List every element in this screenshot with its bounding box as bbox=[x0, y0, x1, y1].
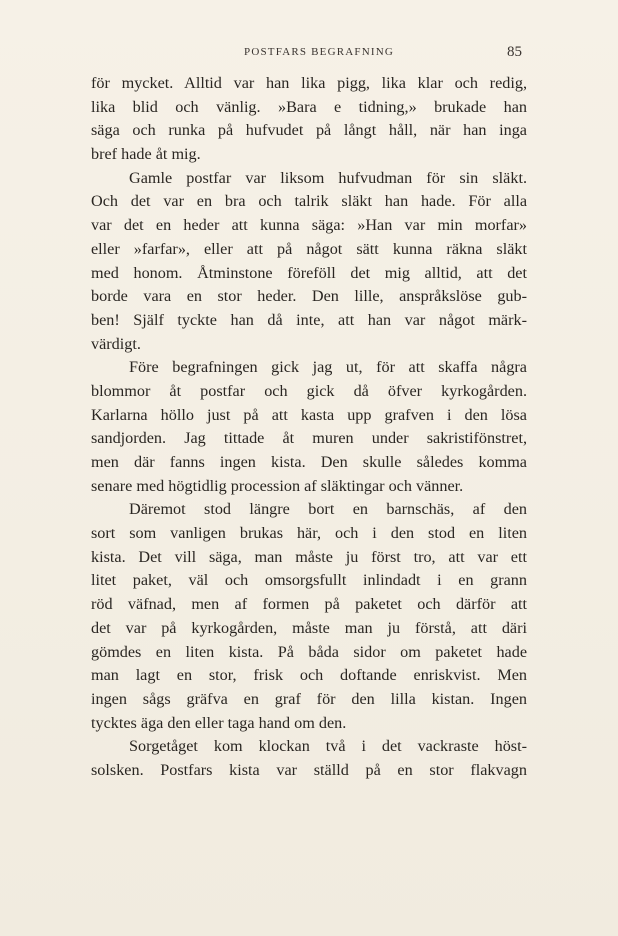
text-line: för mycket. Alltid var han lika pigg, lika klar och redig, bbox=[91, 74, 527, 92]
text-line: säga och runka på hufvudet på långt håll, när han inga bbox=[91, 121, 527, 140]
text-line: Däremot stod längre bort en barnschäs, af den bbox=[129, 500, 527, 519]
text-line: med honom. Åtminstone föreföll det mig alltid, att det bbox=[91, 263, 527, 282]
text-line: Gamle postfar var liksom hufvudman för sin släkt. bbox=[129, 168, 527, 187]
text-line: röd väfnad, men af formen på paketet och därför att bbox=[91, 595, 527, 614]
text-line: Sorgetåget kom klockan två i det vackraste höst- bbox=[129, 737, 527, 756]
text-line: det var på kyrkogården, måste man ju förstå, att däri bbox=[91, 618, 527, 637]
text-line: gömdes en liten kista. På båda sidor om paketet hade bbox=[91, 642, 527, 661]
text-line: sort som vanligen brukas här, och i den stod en liten bbox=[91, 524, 527, 543]
text-line: sandjorden. Jag tittade åt muren under sakristifönstret, bbox=[91, 429, 527, 448]
text-line: senare med högtidlig procession af släktingar och vänner. bbox=[91, 476, 464, 495]
text-line: Och det var en bra och talrik släkt han hade. För alla bbox=[91, 192, 527, 211]
text-line: eller »farfar», eller att på något sätt kunna räkna släkt bbox=[91, 239, 527, 258]
text-line: ingen sågs gräfva en graf för den lilla kistan. Ingen bbox=[91, 689, 527, 708]
text-line: ben! Själf tyckte han då inte, att han var något märk- bbox=[91, 310, 527, 329]
text-line: kista. Det vill säga, man måste ju först tro, att var ett bbox=[91, 547, 527, 566]
text-line: lika blid och vänlig. »Bara e tidning,» brukade han bbox=[91, 97, 527, 116]
text-line: tycktes äga den eller taga hand om den. bbox=[91, 713, 347, 732]
text-line: Före begrafningen gick jag ut, för att skaffa några bbox=[129, 358, 527, 377]
body-text bbox=[91, 72, 527, 783]
text-line: men där fanns ingen kista. Den skulle således komma bbox=[91, 453, 527, 471]
text-line: bref hade åt mig. bbox=[91, 145, 201, 164]
text-line: var det en heder att kunna säga: »Han var min morfar» bbox=[91, 216, 527, 235]
text-line: man lagt en stor, frisk och doftande enriskvist. Men bbox=[91, 666, 527, 685]
running-head bbox=[0, 44, 618, 64]
text-line: värdigt. bbox=[91, 334, 141, 353]
text-line: solsken. Postfars kista var ställd på en stor flakvagn bbox=[91, 760, 527, 779]
text-line: borde vara en stor heder. Den lille, anspråkslöse gub- bbox=[91, 287, 527, 306]
text-line: Karlarna höllo just på att kasta upp grafven i den lösa bbox=[91, 405, 527, 424]
page-number: 85 bbox=[507, 44, 522, 60]
running-title: POSTFARS BEGRAFNING bbox=[244, 46, 395, 58]
text-line: litet paket, väl och omsorgsfullt inlindadt i en grann bbox=[91, 571, 527, 590]
text-line: blommor åt postfar och gick då öfver kyrkogården. bbox=[91, 381, 527, 400]
